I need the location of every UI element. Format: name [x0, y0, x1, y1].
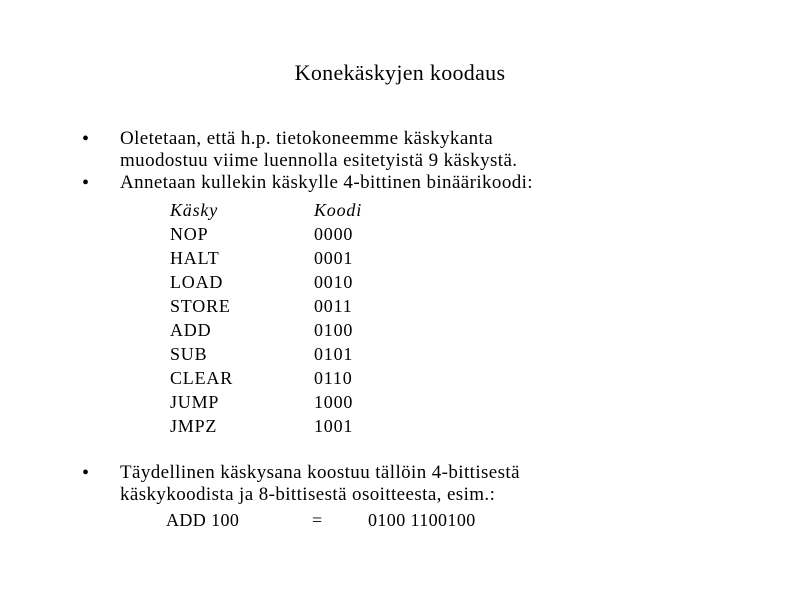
bullet-marker: •: [82, 172, 90, 194]
table-cell-command: NOP: [170, 224, 209, 244]
table-cell-command: HALT: [170, 248, 220, 268]
bullet-text: [120, 172, 760, 194]
slide-title: Konekäskyjen koodaus: [294, 60, 506, 85]
table-cell-command: LOAD: [170, 272, 224, 292]
bullet-line: Annetaan kullekin käskylle 4-bittinen binäärikoodi:: [120, 172, 533, 193]
table-row: [170, 390, 434, 414]
table-cell-command: JMPZ: [170, 416, 218, 436]
example-instruction: ADD 100: [166, 510, 240, 530]
table-row: [170, 246, 434, 270]
table-header-command: Käsky: [170, 200, 218, 220]
bullet-marker: •: [82, 128, 90, 150]
table-cell-code: 0100: [314, 320, 354, 340]
table-cell-code: 0010: [314, 272, 354, 292]
table-header-code: Koodi: [314, 200, 363, 220]
table-cell-command: ADD: [170, 320, 212, 340]
bullet-line: muodostuu viime luennolla esitetyistä 9 käskystä.: [120, 150, 518, 171]
table-cell-command: JUMP: [170, 392, 220, 412]
table-row: [170, 366, 434, 390]
table-row: [170, 414, 434, 438]
table-row: [170, 318, 434, 342]
table-cell-code: 1000: [314, 392, 354, 412]
table-header-row: [170, 198, 434, 222]
table-cell-command: STORE: [170, 296, 231, 316]
table-row: [170, 222, 434, 246]
table-row: [170, 294, 434, 318]
table-row: [170, 342, 434, 366]
example-binary: 0100 1100100: [368, 510, 476, 530]
table-cell-command: CLEAR: [170, 368, 234, 388]
bullet-text: [120, 462, 760, 506]
bullet-text: [120, 128, 760, 172]
table-cell-code: 0000: [314, 224, 354, 244]
table-cell-code: 1001: [314, 416, 354, 436]
bullet-line: Täydellinen käskysana koostuu tällöin 4-bittisestä: [120, 462, 520, 483]
bullet-marker: •: [82, 462, 90, 484]
table-cell-code: 0110: [314, 368, 353, 388]
example-equals: =: [312, 510, 323, 530]
table-cell-command: SUB: [170, 344, 208, 364]
table-cell-code: 0101: [314, 344, 354, 364]
table-cell-code: 0001: [314, 248, 354, 268]
bullet-line: käskykoodista ja 8-bittisestä osoitteesta, esim.:: [120, 484, 496, 505]
bullet-line: Oletetaan, että h.p. tietokoneemme käskykanta: [120, 128, 494, 149]
table-row: [170, 270, 434, 294]
table-cell-code: 0011: [314, 296, 353, 316]
opcode-table: [170, 198, 434, 438]
